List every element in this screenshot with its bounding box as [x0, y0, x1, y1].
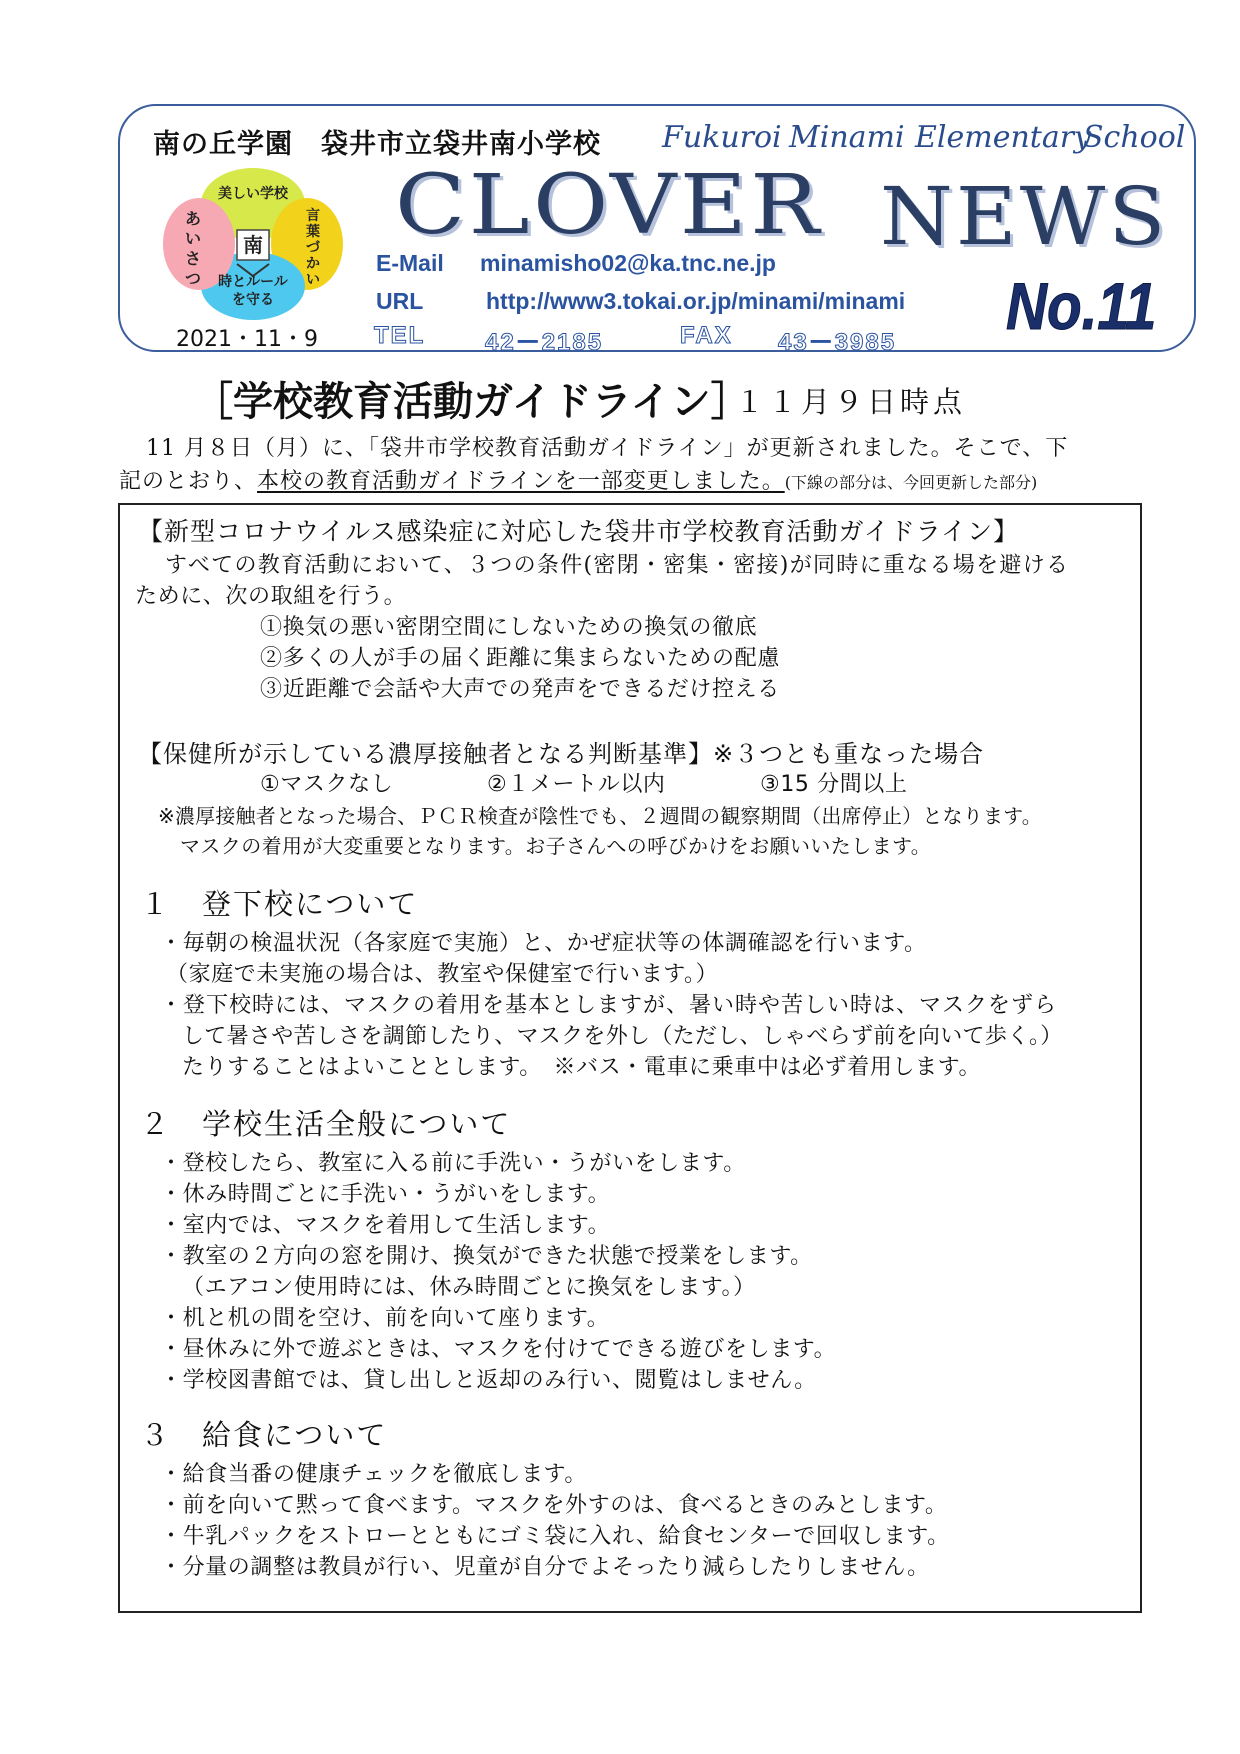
section-2-line-4: ・教室の２方向の窓を開け、換気ができた状態で授業をします。	[160, 1244, 813, 1269]
section-2-line-7: ・昼休みに外で遊ぶときは、マスクを付けてできる遊びをします。	[160, 1337, 837, 1362]
section-2-line-8: ・学校図書館では、貸し出しと返却のみ行い、閲覧はしません。	[160, 1368, 817, 1393]
url-label: URL	[376, 288, 424, 314]
intro-line-2-underlined: 本校の教育活動ガイドラインを一部変更しました。	[257, 469, 785, 494]
section-heading-school-life: ２ 学校生活全般について	[140, 1107, 512, 1141]
section-2-line-1: ・登校したら、教室に入る前に手洗い・うがいをします。	[160, 1151, 746, 1176]
section-2-line-3: ・室内では、マスクを着用して生活します。	[160, 1213, 611, 1238]
leaf-right-char-2: 葉	[306, 224, 320, 240]
section-heading-lunch: ３ 給食について	[140, 1418, 388, 1452]
leaf-bottom-text-2: を守る	[232, 292, 274, 308]
section-2-line-2: ・休み時間ごとに手洗い・うがいをします。	[160, 1182, 611, 1207]
page-title-date: １１月９日時点	[735, 385, 967, 419]
leaf-top-text: 美しい学校	[218, 186, 288, 202]
guideline-line-1: すべての教育活動において、３つの条件(密閉・密集・密接)が同時に重なる場を避ける	[165, 553, 1070, 578]
section-1-line-1: ・毎朝の検温状況（各家庭で実施）と、かぜ症状等の体調確認を行います。	[160, 931, 927, 956]
email-link[interactable]: minamisho02@ka.tnc.ne.jp	[480, 250, 776, 276]
section-3-line-1: ・給食当番の健康チェックを徹底します。	[160, 1462, 587, 1487]
guideline-item-3: ③近距離で会話や大声での発声をできるだけ控える	[260, 677, 780, 702]
clover-logo	[163, 168, 343, 320]
section-3-line-3: ・牛乳パックをストローとともにゴミ袋に入れ、給食センターで回収します。	[160, 1524, 950, 1549]
criteria-item-2: ②１メートル以内	[487, 772, 666, 797]
leaf-left-char-2: い	[184, 229, 202, 248]
school-name-en-3: Elementary	[915, 120, 1092, 155]
fax-label: FAX	[680, 322, 733, 349]
intro-line-2-plain: 記のとおり、	[119, 469, 258, 494]
school-name-en-2: Minami	[789, 120, 905, 155]
criteria-title: 【保健所が示している濃厚接触者となる判断基準】※３つとも重なった場合	[138, 740, 985, 768]
guideline-title: 【新型コロナウイルス感染症に対応した袋井市学校教育活動ガイドライン】	[138, 517, 1020, 546]
school-name-en-4: School	[1083, 120, 1186, 155]
section-1-line-4: して暑さや苦しさを調節したり、マスクを外し（ただし、しゃべらず前を向いて歩く。）	[182, 1024, 1063, 1049]
clover-center-text: 南	[243, 233, 263, 257]
section-2-line-5: （エアコン使用時には、休み時間ごとに換気をします。）	[182, 1275, 756, 1300]
intro-line-1: 11 月８日（月）に、「袋井市学校教育活動ガイドライン」が更新されました。そこで、下	[146, 436, 1069, 461]
leaf-bottom-text-1: 時とルール	[218, 274, 288, 290]
section-heading-commute: １ 登下校について	[140, 887, 419, 921]
criteria-item-3: ③15 分間以上	[760, 772, 908, 797]
criteria-note-2: マスクの着用が大変重要となります。お子さんへの呼びかけをお願いいたします。	[180, 834, 932, 858]
issue-date: 2021・11・9	[176, 327, 318, 352]
guideline-item-2: ②多くの人が手の届く距離に集まらないための配慮	[260, 646, 780, 671]
leaf-left-char-4: つ	[184, 269, 202, 288]
issue-number: No.11	[1006, 269, 1157, 343]
school-name: 南の丘学園 袋井市立袋井南小学校	[153, 129, 601, 160]
url-link[interactable]: http://www3.tokai.or.jp/minami/minami	[486, 288, 906, 314]
guideline-line-2: ために、次の取組を行う。	[135, 584, 407, 609]
page-title: ［学校教育活動ガイドライン］	[193, 379, 751, 425]
section-3-line-2: ・前を向いて黙って食べます。マスクを外すのは、食べるときのみとします。	[160, 1493, 948, 1518]
fax-number: 43－3985	[778, 329, 897, 356]
leaf-right-char-4: か	[306, 256, 320, 272]
tel-number: 42－2185	[485, 329, 604, 356]
section-2-line-6: ・机と机の間を空け、前を向いて座ります。	[160, 1306, 610, 1331]
tel-label: TEL	[374, 322, 426, 349]
email-label: E-Mail	[376, 250, 444, 276]
section-1-line-5: たりすることはよいこととします。 ※バス・電車に乗車中は必ず着用します。	[182, 1055, 982, 1080]
title-news: NEWS	[880, 170, 1169, 263]
title-clover: CLOVER	[395, 158, 823, 253]
leaf-right-char-3: づ	[306, 240, 320, 256]
criteria-item-1: ①マスクなし	[260, 772, 394, 797]
leaf-right-char-1: 言	[306, 208, 320, 224]
criteria-note-1: ※濃厚接触者となった場合、ＰＣＲ検査が陰性でも、２週間の観察期間（出席停止）となります。	[158, 804, 1042, 828]
leaf-right-char-5: い	[306, 272, 320, 288]
section-1-line-3: ・登下校時には、マスクの着用を基本としますが、暑い時や苦しい時は、マスクをずら	[160, 993, 1058, 1018]
intro-line-2	[119, 464, 1037, 495]
section-3-line-4: ・分量の調整は教員が行い、児童が自分でよそったり減らしたりしません。	[160, 1555, 930, 1580]
section-1-line-2: （家庭で未実施の場合は、教室や保健室で行います。）	[166, 962, 719, 987]
intro-line-2-note: (下線の部分は、今回更新した部分)	[784, 473, 1038, 492]
guideline-item-1: ①換気の悪い密閉空間にしないための換気の徹底	[260, 615, 758, 640]
leaf-left-char-1: あ	[184, 209, 202, 228]
school-name-en-1: Fukuroi	[662, 120, 782, 155]
leaf-left-char-3: さ	[184, 249, 202, 268]
